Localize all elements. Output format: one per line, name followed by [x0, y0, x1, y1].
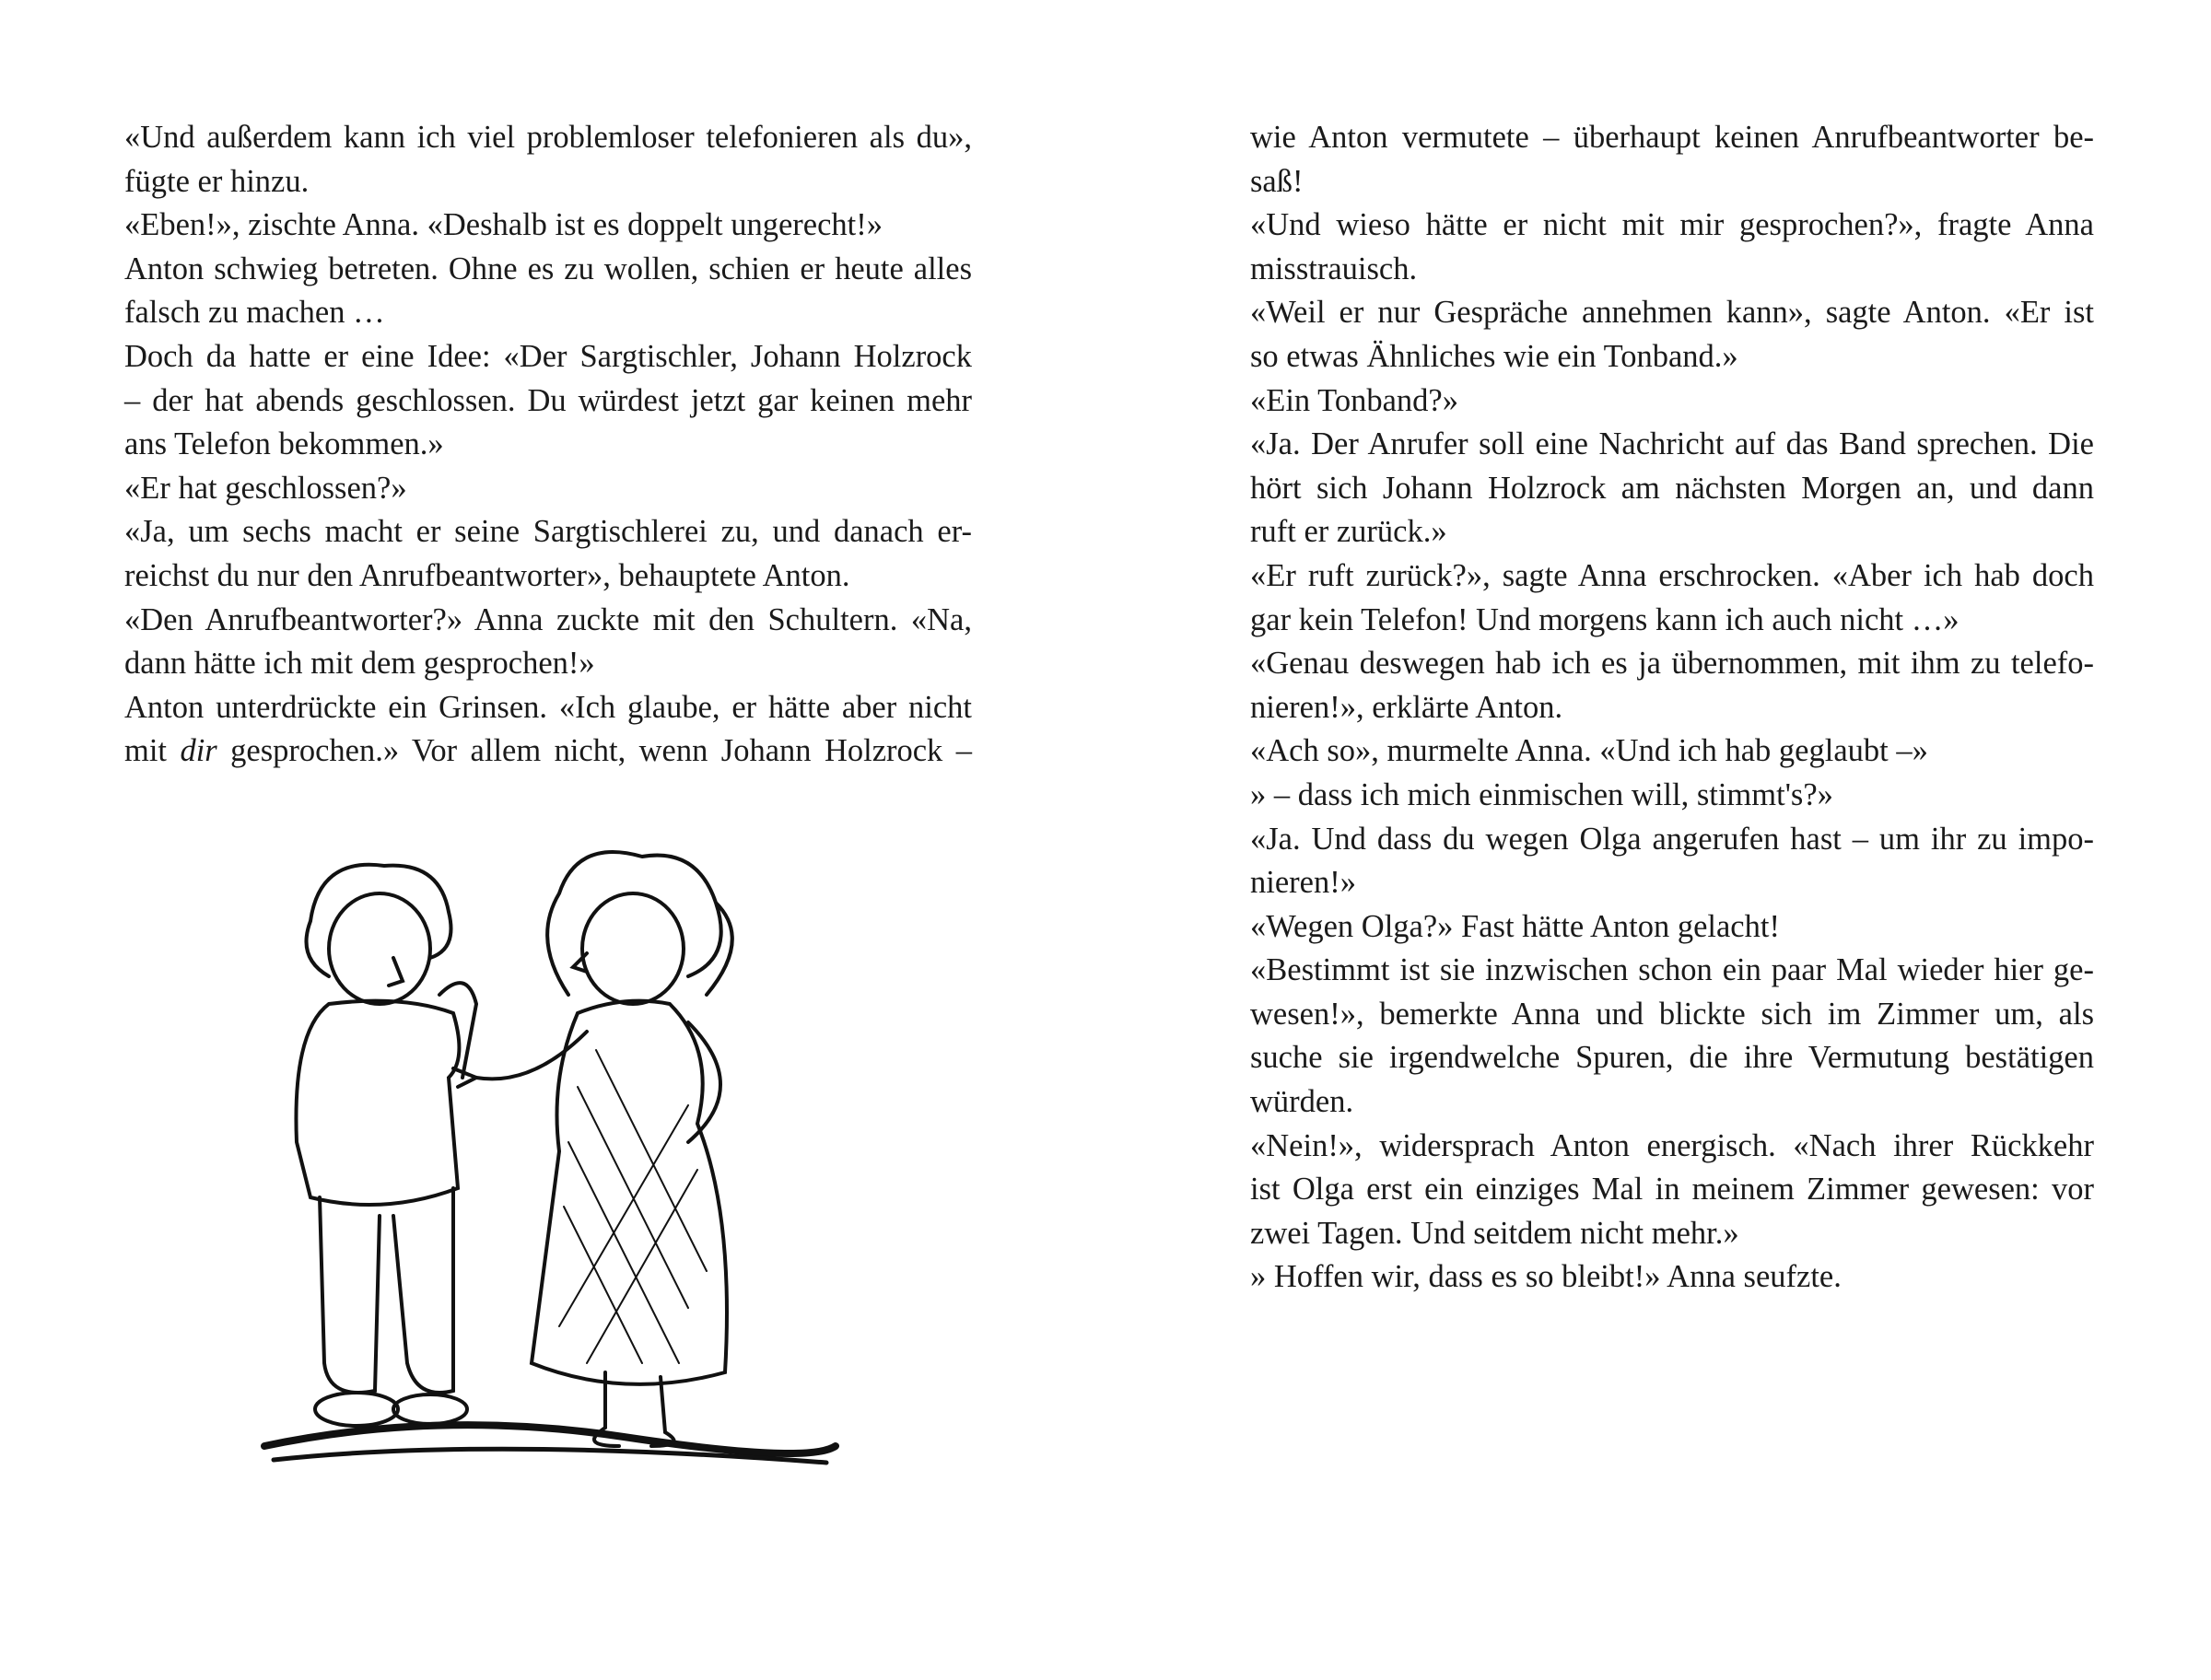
- illustration-anton-and-anna: [255, 847, 845, 1492]
- text-line: saß!: [1250, 163, 1304, 199]
- text-line: «Genau deswegen hab ich es ja übernommen, mit ihm zu telefo-: [1250, 646, 2094, 682]
- anna-dress: [532, 1001, 727, 1384]
- text-line: nieren!»: [1250, 865, 1356, 901]
- text-line: «Und außerdem kann ich viel problemloser telefonieren als du»,: [124, 120, 972, 155]
- text-line: » Hoffen wir, dass es so bleibt!» Anna seufzte.: [1250, 1259, 1842, 1295]
- anton-body: [296, 1001, 459, 1205]
- text-line: «Eben!», zischte Anna. «Deshalb ist es doppelt ungerecht!»: [124, 207, 883, 243]
- text-line: Anton unterdrückte ein Grinsen. «Ich glaube, er hätte aber nicht: [124, 689, 972, 725]
- text-line: so etwas Ähnliches wie ein Tonband.»: [1250, 338, 1738, 374]
- text-line: «Er ruft zurück?», sagte Anna erschrocken. «Aber ich hab doch: [1250, 557, 2094, 593]
- text-line: «Ja, um sechs macht er seine Sargtischlerei zu, und danach er-: [124, 514, 972, 550]
- text-line: misstrauisch.: [1250, 251, 1418, 286]
- text-line: [124, 729, 972, 774]
- italic-word: dir: [180, 733, 217, 769]
- text-line: «Ach so», murmelte Anna. «Und ich hab geglaubt –»: [1250, 733, 1928, 769]
- anna-hair: [547, 852, 732, 995]
- text-line: fügte er hinzu.: [124, 163, 310, 199]
- text-line: «Weil er nur Gespräche annehmen kann», sagte Anton. «Er ist: [1250, 295, 2094, 331]
- text-line: ist Olga erst ein einziges Mal in meinem Zimmer gewesen: vor: [1250, 1172, 2094, 1208]
- text-line: zwei Tagen. Und seitdem nicht mehr.»: [1250, 1215, 1739, 1251]
- text-line: «Bestimmt ist sie inzwischen schon ein paar Mal wieder hier ge-: [1250, 952, 2094, 988]
- text-line: wesen!», bemerkte Anna und blickte sich im Zimmer um, als: [1250, 996, 2094, 1032]
- text-line: «Nein!», widersprach Anton energisch. «Nach ihrer Rückkehr: [1250, 1127, 2094, 1163]
- text-line: Doch da hatte er eine Idee: «Der Sargtischler, Johann Holzrock: [124, 338, 972, 374]
- text-line: «Den Anrufbeantworter?» Anna zuckte mit den Schultern. «Na,: [124, 601, 972, 637]
- right-page-text: [1250, 116, 2094, 1300]
- text-line: » – dass ich mich einmischen will, stimmt's?»: [1250, 776, 1833, 812]
- text-line: «Ein Tonband?»: [1250, 382, 1458, 418]
- text-line: «Ja. Und dass du wegen Olga angerufen hast – um ihr zu impo-: [1250, 821, 2094, 857]
- text-line: ruft er zurück.»: [1250, 514, 1447, 550]
- text-line: «Ja. Der Anrufer soll eine Nachricht auf das Band sprechen. Die: [1250, 426, 2094, 462]
- text-fragment: mit: [124, 733, 181, 769]
- text-line: reichst du nur den Anrufbeantworter», behauptete Anton.: [124, 557, 850, 593]
- text-line: ans Telefon bekommen.»: [124, 426, 444, 462]
- text-fragment: gesprochen.» Vor allem nicht, wenn Johann Holzrock –: [216, 733, 972, 769]
- text-line: dann hätte ich mit dem gesprochen!»: [124, 646, 595, 682]
- text-line: hört sich Johann Holzrock am nächsten Morgen an, und dann: [1250, 470, 2094, 506]
- text-line: Anton schwieg betreten. Ohne es zu wollen, schien er heute alles: [124, 251, 972, 286]
- text-line: falsch zu machen …: [124, 295, 385, 331]
- text-line: – der hat abends geschlossen. Du würdest jetzt gar keinen mehr: [124, 382, 972, 418]
- text-line: gar kein Telefon! Und morgens kann ich auch nicht …»: [1250, 601, 1959, 637]
- text-line: suche sie irgendwelche Spuren, die ihre Vermutung bestätigen: [1250, 1040, 2094, 1076]
- text-line: «Er hat geschlossen?»: [124, 470, 407, 506]
- anton-legs: [320, 1188, 453, 1393]
- text-line: wie Anton vermutete – überhaupt keinen Anrufbeantworter be-: [1250, 120, 2094, 155]
- text-line: «Und wieso hätte er nicht mit mir gesprochen?», fragte Anna: [1250, 207, 2094, 243]
- text-line: «Wegen Olga?» Fast hätte Anton gelacht!: [1250, 908, 1780, 944]
- text-line: würden.: [1250, 1084, 1354, 1120]
- left-page-text: [124, 116, 972, 774]
- text-line: nieren!», erklärte Anton.: [1250, 689, 1563, 725]
